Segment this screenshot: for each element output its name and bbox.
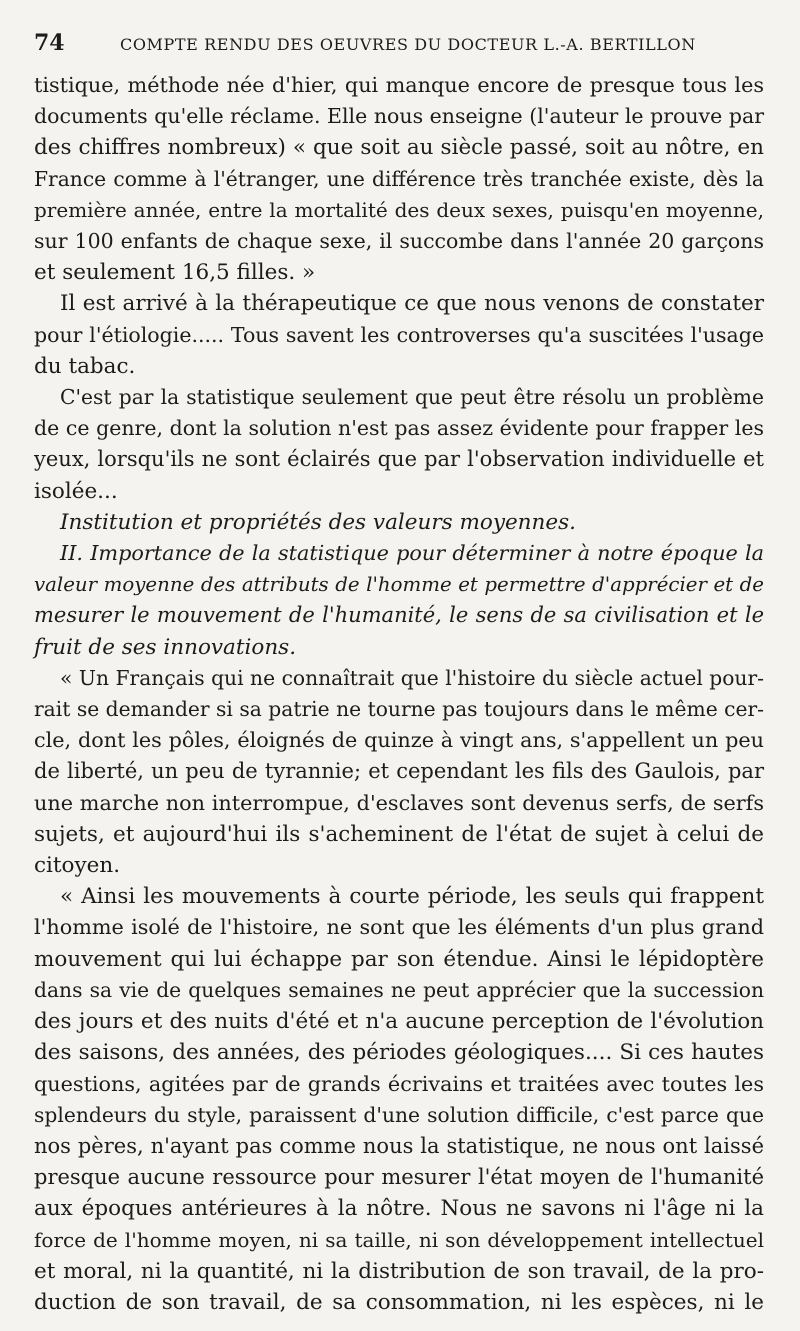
text-line: nos pères, n'ayant pas comme nous la statistique, ne nous ont laissé <box>34 1133 764 1158</box>
paragraph <box>34 382 764 507</box>
paragraph <box>34 881 764 1318</box>
text-line: Il est arrivé à la thérapeutique ce que nous venons de constater <box>60 291 764 317</box>
text-line: fruit de ses innovations. <box>34 634 297 660</box>
text-line: l'homme isolé de l'histoire, ne sont que les éléments d'un plus grand <box>34 915 764 940</box>
text-line: duction de son travail, de sa consommation, ni les espèces, ni le <box>34 1289 764 1315</box>
paragraph <box>34 663 764 881</box>
page-body <box>34 70 764 1318</box>
text-line: mesurer le mouvement de l'humanité, le sens de sa civilisation et le <box>34 603 764 628</box>
text-line: isolée... <box>34 478 118 504</box>
text-line: II. Importance de la statistique pour déterminer à notre époque la <box>60 541 764 566</box>
text-line: « Ainsi les mouvements à courte période, les seuls qui frappent <box>60 884 764 910</box>
text-line: documents qu'elle réclame. Elle nous enseigne (l'auteur le prouve par <box>34 104 764 129</box>
text-line: des jours et des nuits d'été et n'a aucune perception de l'évolution <box>34 1009 764 1035</box>
text-line: de ce genre, dont la solution n'est pas assez évidente pour frapper les <box>34 416 764 441</box>
running-title: COMPTE RENDU DES OEUVRES DU DOCTEUR L.-A. BERTILLON <box>120 35 696 54</box>
text-line: sur 100 enfants de chaque sexe, il succombe dans l'année 20 garçons <box>34 229 764 254</box>
text-line: Institution et propriétés des valeurs moyennes. <box>60 509 576 535</box>
paragraph <box>34 70 764 288</box>
page-header <box>34 30 764 64</box>
text-line: et seulement 16,5 filles. » <box>34 260 316 286</box>
text-line: force de l'homme moyen, ni sa taille, ni son développement intellectuel <box>34 1227 764 1252</box>
text-line: mouvement qui lui échappe par son étendue. Ainsi le lépidoptère <box>34 946 764 972</box>
text-line: de liberté, un peu de tyrannie; et cependant les fils des Gaulois, par <box>34 759 764 784</box>
paragraph <box>34 288 764 382</box>
text-line: tistique, méthode née d'hier, qui manque encore de presque tous les <box>34 73 764 97</box>
text-line: yeux, lorsqu'ils ne sont éclairés que par l'observation individuelle et <box>34 447 764 472</box>
text-line: et moral, ni la quantité, ni la distribution de son travail, de la pro- <box>34 1258 764 1284</box>
page-number: 74 <box>34 30 65 56</box>
text-line: France comme à l'étranger, une différence très tranchée existe, dès la <box>34 166 764 191</box>
text-line: sujets, et aujourd'hui ils s'acheminent de l'état de sujet à celui de <box>34 821 764 847</box>
section-title <box>34 538 764 663</box>
text-line: citoyen. <box>34 853 121 879</box>
text-line: valeur moyenne des attributs de l'homme et permettre d'apprécier et de <box>34 573 764 597</box>
text-line: cle, dont les pôles, éloignés de quinze à vingt ans, s'appellent un peu <box>34 728 764 753</box>
section-heading <box>34 507 764 538</box>
text-line: presque aucune ressource pour mesurer l'état moyen de l'humanité <box>34 1165 764 1190</box>
text-line: des chiffres nombreux) « que soit au siècle passé, soit au nôtre, en <box>34 135 764 161</box>
text-line: du tabac. <box>34 353 136 379</box>
text-line: splendeurs du style, paraissent d'une solution difficile, c'est parce que <box>34 1102 764 1127</box>
text-line: rait se demander si sa patrie ne tourne pas toujours dans le même cer- <box>34 697 764 722</box>
text-line: première année, entre la mortalité des deux sexes, puisqu'en moyenne, <box>34 197 764 222</box>
text-line: aux époques antérieures à la nôtre. Nous ne savons ni l'âge ni la <box>34 1196 764 1222</box>
text-line: questions, agitées par de grands écrivains et traitées avec toutes les <box>34 1071 764 1096</box>
text-line: une marche non interrompue, d'esclaves sont devenus serfs, de serfs <box>34 790 764 815</box>
text-line: des saisons, des années, des périodes géologiques.... Si ces hautes <box>34 1040 764 1066</box>
text-line: dans sa vie de quelques semaines ne peut apprécier que la succession <box>34 977 764 1002</box>
text-line: « Un Français qui ne connaîtrait que l'histoire du siècle actuel pour- <box>60 665 764 690</box>
text-line: C'est par la statistique seulement que peut être résolu un problème <box>60 385 764 410</box>
text-line: pour l'étiologie..... Tous savent les controverses qu'a suscitées l'usage <box>34 322 764 347</box>
